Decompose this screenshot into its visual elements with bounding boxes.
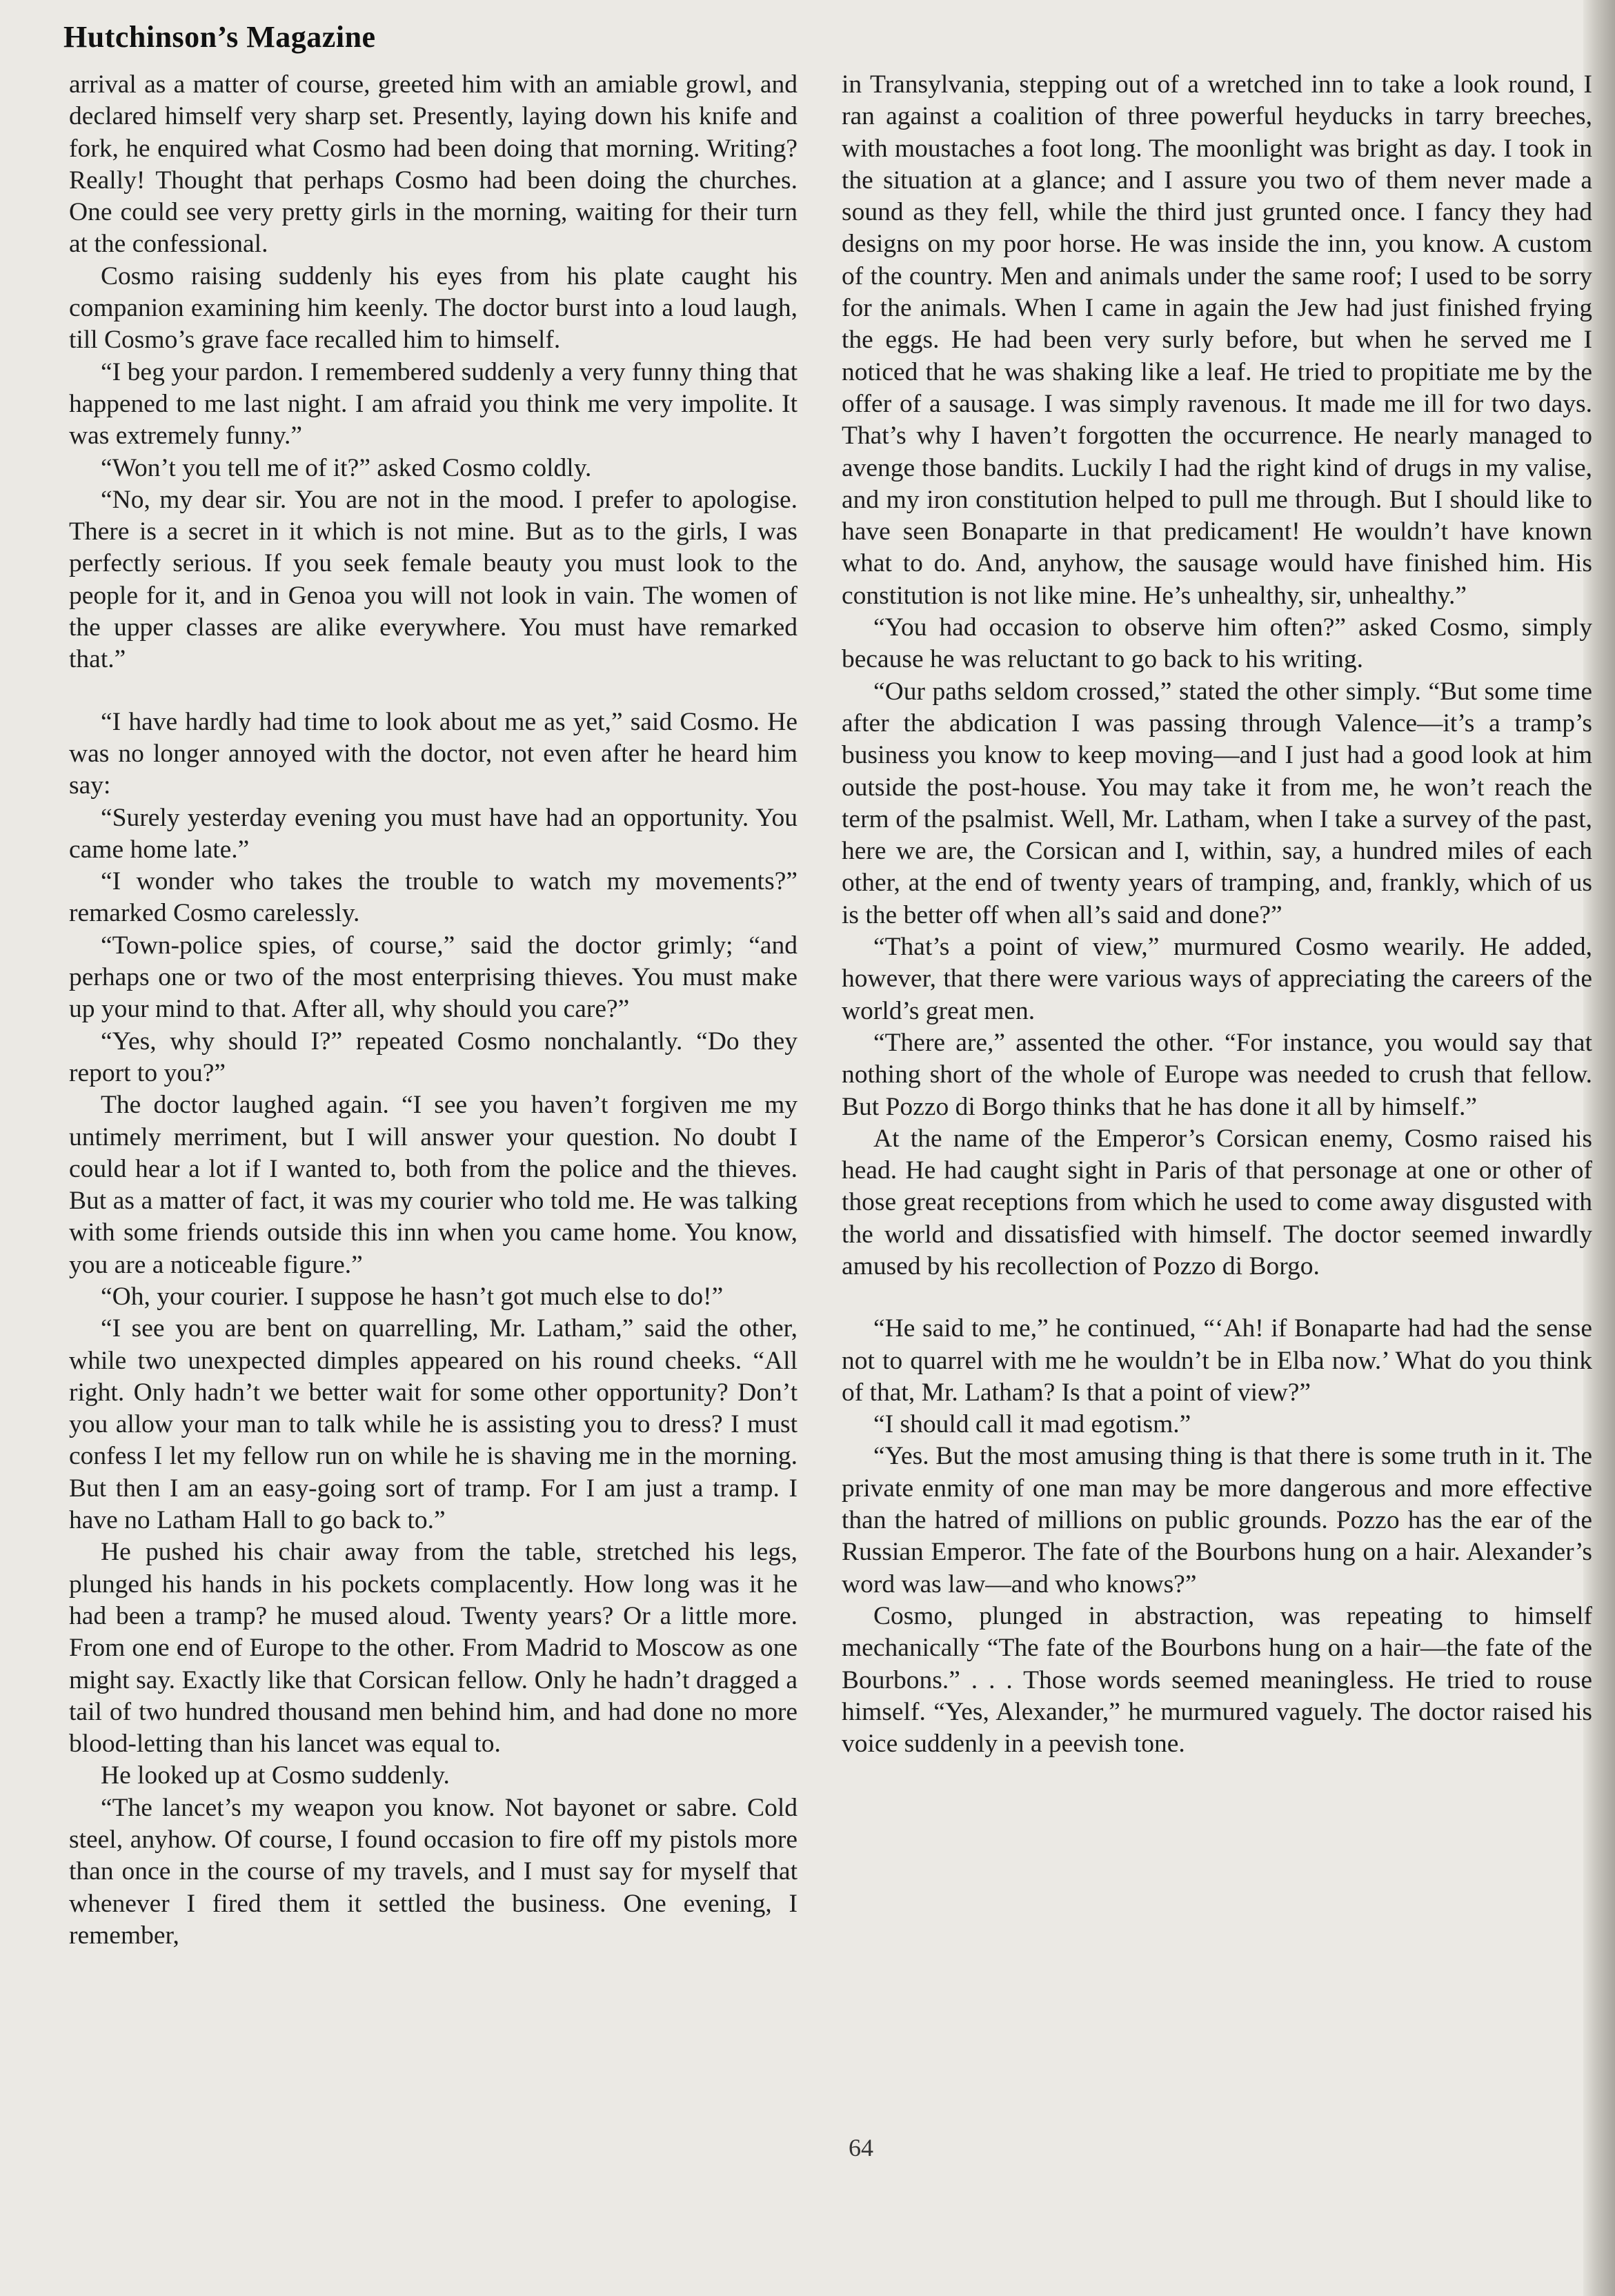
paragraph: Cosmo, plunged in abstraction, was repeating to himself mechanically “The fate of the Bourbons hung on a hair—the fate of the Bourbons.” . . . Those words seemed meaningless. He tried to rouse himself. “Yes, Alexander,” he murmured vaguely. The doctor raised his voice suddenly in a peevish tone. (842, 1601, 1592, 1759)
left-column (69, 69, 797, 1952)
paragraph: The doctor laughed again. “I see you haven’t forgiven me my untimely merriment, but I will answer your question. No doubt I could hear a lot if I wanted to, both from the police and the thieves. But as a matter of fact, it was my courier who told me. He was talking with some friends outside this inn when you came home. You know, you are a noticeable figure.” (69, 1091, 797, 1279)
page-number: 64 (849, 2134, 873, 2161)
paragraph: “Our paths seldom crossed,” stated the other simply. “But some time after the abdication I was passing through Valence—it’s a tramp’s business you know to keep moving—and I just had a good look at him outside the post-house. You may take it from me, he won’t reach the term of the psalmist. Well, Mr. Latham, when I take a survey of the past, here we are, the Corsican and I, within, say, a hundred miles of each other, at the end of twenty years of tramping, and, frankly, which of us is the better off when all’s said and done?” (842, 677, 1592, 929)
paragraph: “He said to me,” he continued, “‘Ah! if Bonaparte had had the sense not to quarrel with me he wouldn’t be in Elba now.’ What do you think of that, Mr. Latham? Is that a point of view?” (842, 1314, 1592, 1407)
paragraph: He pushed his chair away from the table, stretched his legs, plunged his hands in his pockets complacently. How long was it he had been a tramp? he mused aloud. Twenty years? Or a little more. From one end of Europe to the other. From Madrid to Moscow as one might say. Exactly like that Corsican fellow. Only he hadn’t dragged a tail of two hundred thousand men behind him, and had done no more blood-letting than his lancet was equal to. (69, 1538, 797, 1759)
paragraph: “I have hardly had time to look about me as yet,” said Cosmo. He was no longer annoyed with the doctor, not even after he heard him say: (69, 707, 797, 800)
right-column (842, 69, 1592, 1760)
paragraph: “Yes, why should I?” repeated Cosmo nonchalantly. “Do they report to you?” (69, 1027, 797, 1087)
paragraph: “Won’t you tell me of it?” asked Cosmo coldly. (101, 453, 592, 482)
paragraph: “Yes. But the most amusing thing is that there is some truth in it. The private enmity of one man may be more dangerous and more effective than the hatred of millions on public grounds. Pozzo has the ear of the Russian Emperor. The fate of the Bourbons hung on a hair. Alexander’s word was law—and who knows?” (842, 1442, 1592, 1599)
paragraph: “Oh, your courier. I suppose he hasn’t got much else to do!” (101, 1282, 724, 1311)
paragraph: He looked up at Cosmo suddenly. (101, 1761, 450, 1790)
paragraph: Cosmo raising suddenly his eyes from his plate caught his companion examining him keenly. The doctor burst into a loud laugh, till Cosmo’s grave face recalled him to himself. (69, 261, 797, 355)
paragraph: “The lancet’s my weapon you know. Not bayonet or sabre. Cold steel, anyhow. Of course, I found occasion to fire off my pistols more than once in the course of my travels, and I must say for myself that whenever I fired them it settled the business. One evening, I remember, (69, 1793, 797, 1950)
paragraph: “I wonder who takes the trouble to watch my movements?” remarked Cosmo carelessly. (69, 867, 797, 928)
paragraph: “I beg your pardon. I remembered suddenly a very funny thing that happened to me last night. I am afraid you think me very impolite. It was extremely funny.” (69, 357, 797, 451)
paragraph: “I see you are bent on quarrelling, Mr. Latham,” said the other, while two unexpected dimples appeared on his round cheeks. “All right. Only hadn’t we better wait for some other opportunity? Don’t you allow your man to talk while he is assisting you to dress? I must confess I let my fellow run on while he is shaving me in the morning. But then I am an easy-going sort of tramp. For I am just a tramp. I have no Latham Hall to go back to.” (69, 1314, 797, 1535)
paragraph: “Town-police spies, of course,” said the doctor grimly; “and perhaps one or two of the most enterprising thieves. You must make up your mind to that. After all, why should you care?” (69, 931, 797, 1024)
paragraph: “You had occasion to observe him often?” asked Cosmo, simply because he was reluctant to go back to his writing. (842, 613, 1592, 674)
paragraph: “Surely yesterday evening you must have had an opportunity. You came home late.” (69, 803, 797, 864)
paragraph: “No, my dear sir. You are not in the mood. I prefer to apologise. There is a secret in it which is not mine. But as to the girls, I was perfectly serious. If you seek female beauty you must look to the people for it, and in Genoa you will not look in vain. The women of the upper classes are alike everywhere. You must have remarked that.” (69, 485, 797, 674)
paragraph: in Transylvania, stepping out of a wretched inn to take a look round, I ran against a coalition of three powerful heyducks in tarry breeches, with moustaches a foot long. The moonlight was bright as day. I took in the situation at a glance; and I assure you two of them never made a sound as they fell, while the third just grunted once. I fancy they had designs on my poor horse. He was inside the inn, you know. A custom of the country. Men and animals under the same roof; I used to be sorry for the animals. When I came in again the Jew had just finished frying the eggs. He had been very surly before, but when he served me I noticed that he was shaking like a leaf. He tried to propitiate me by the offer of a sausage. I was simply ravenous. It made me ill for two days. That’s why I haven’t forgotten the occurrence. He nearly managed to avenge those bandits. Luckily I had the right kind of drugs in my valise, and my iron constitution helped to pull me through. But I should like to have seen Bonaparte in that predicament! He wouldn’t have known what to do. And, anyhow, the sausage would have finished him. His constitution is not like mine. He’s unhealthy, sir, unhealthy.” (842, 70, 1592, 610)
paragraph: arrival as a matter of course, greeted him with an amiable growl, and declared himself very sharp set. Presently, laying down his knife and fork, he enquired what Cosmo had been doing that morning. Writing? Really! Thought that perhaps Cosmo had been doing the churches. One could see very pretty girls in the morning, waiting for their turn at the confessional. (69, 70, 797, 259)
paragraph: “There are,” assented the other. “For instance, you would say that nothing short of the whole of Europe was needed to crush that fellow. But Pozzo di Borgo thinks that he has done it all by himself.” (842, 1028, 1592, 1121)
running-header: Hutchinson’s Magazine (63, 20, 376, 54)
paragraph: “I should call it mad egotism.” (873, 1410, 1191, 1439)
paragraph: At the name of the Emperor’s Corsican enemy, Cosmo raised his head. He had caught sight in Paris of that personage at one or other of those great receptions from which he used to come away disgusted with the world and dissatisfied with himself. The doctor seemed inwardly amused by his recollection of Pozzo di Borgo. (842, 1124, 1592, 1280)
paragraph: “That’s a point of view,” murmured Cosmo wearily. He added, however, that there were various ways of appreciating the careers of the world’s great men. (842, 933, 1592, 1025)
